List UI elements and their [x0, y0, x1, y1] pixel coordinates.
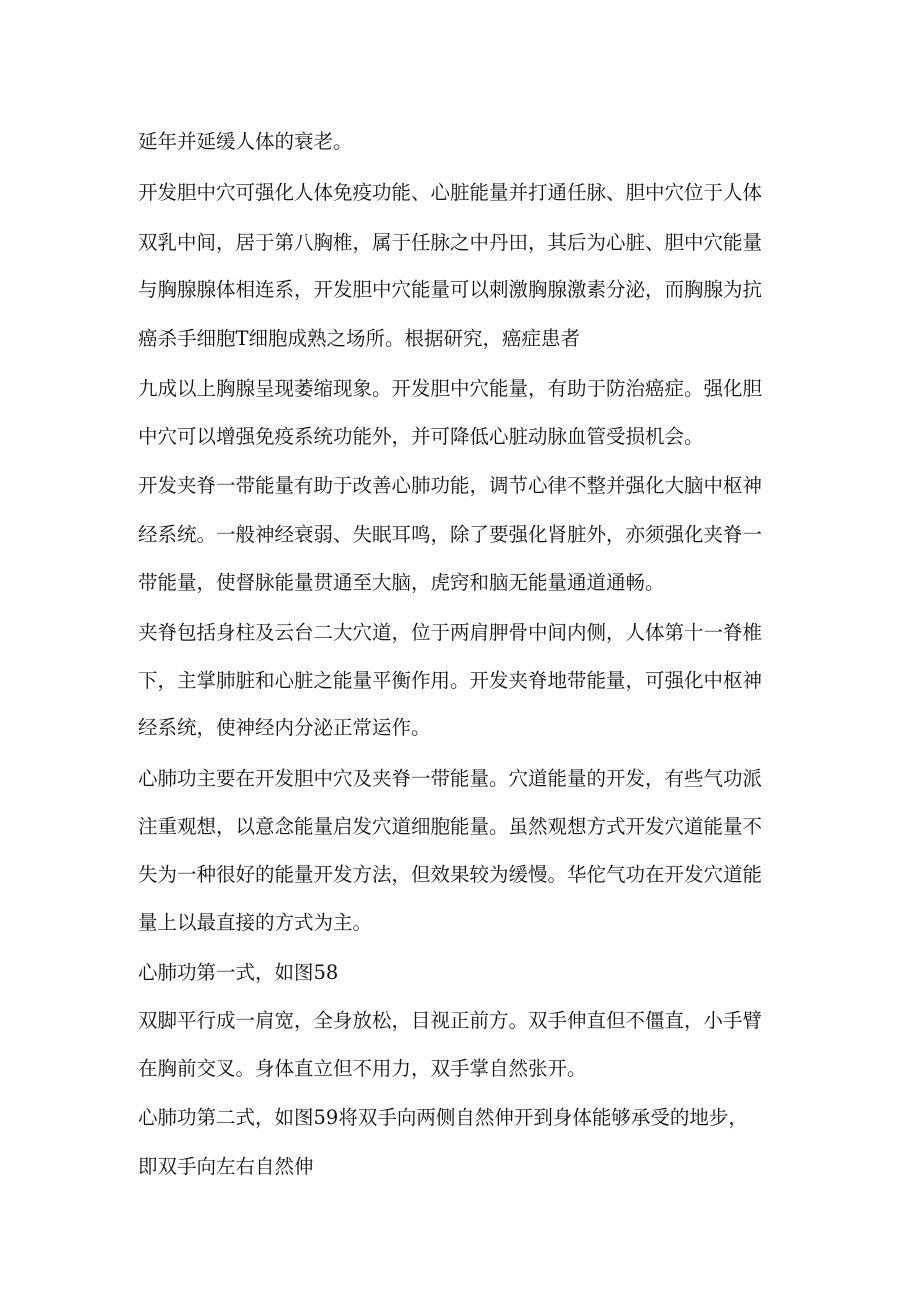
- text-line: 下，主掌肺脏和心脏之能量平衡作用。开发夹脊地带能量，可强化中枢神: [138, 669, 763, 692]
- text-line: 与胸腺腺体相连系，开发胆中穴能量可以刺激胸腺激素分泌，而胸腺为抗: [138, 278, 763, 301]
- text-line: 中穴可以增强免疫系统功能外，并可降低心脏动脉血管受损机会。: [138, 425, 704, 448]
- text-line: 心肺功第一式，如图58: [138, 961, 339, 984]
- text-line: 夹脊包括身柱及云台二大穴道，位于两肩胛骨中间内侧，人体第十一脊椎: [138, 621, 763, 644]
- text-line: 开发夹脊一带能量有助于改善心肺功能，调节心律不整并强化大脑中枢神: [138, 474, 763, 497]
- text-line: 心肺功主要在开发胆中穴及夹脊一带能量。穴道能量的开发，有些气功派: [138, 767, 763, 790]
- text-line: 带能量，使督脉能量贯通至大脑，虎窍和脑无能量通道通畅。: [138, 571, 665, 594]
- text-line: 在胸前交叉。身体直立但不用力，双手掌自然张开。: [138, 1057, 587, 1080]
- text-line: 经系统。一般神经衰弱、失眠耳鸣，除了要强化肾脏外，亦须强化夹脊一: [138, 523, 763, 546]
- text-line: 延年并延缓人体的衰老。: [138, 130, 353, 153]
- text-line: 注重观想，以意念能量启发穴道细胞能量。虽然观想方式开发穴道能量不: [138, 815, 763, 838]
- text-line: 开发胆中穴可强化人体免疫功能、心脏能量并打通任脉、胆中穴位于人体: [138, 181, 763, 204]
- text-line: 量上以最直接的方式为主。: [138, 911, 373, 934]
- text-line: 经系统，使神经内分泌正常运作。: [138, 716, 431, 739]
- text-line: 即双手向左右自然伸: [138, 1155, 314, 1178]
- text-line: 癌杀手细胞T细胞成熟之场所。根据研究，癌症患者: [138, 327, 581, 350]
- text-line: 双脚平行成一肩宽，全身放松，目视正前方。双手伸直但不僵直，小手臂: [138, 1009, 763, 1032]
- text-line: 双乳中间，居于第八胸椎，属于任脉之中丹田，其后为心脏、胆中穴能量: [138, 231, 763, 254]
- text-line: 失为一种很好的能量开发方法，但效果较为缓慢。华佗气功在开发穴道能: [138, 863, 763, 886]
- text-line: 九成以上胸腺呈现萎缩现象。开发胆中穴能量，有助于防治癌症。强化胆: [138, 377, 763, 400]
- text-line: 心肺功第二式，如图59将双手向两侧自然伸开到身体能够承受的地步，: [138, 1106, 748, 1129]
